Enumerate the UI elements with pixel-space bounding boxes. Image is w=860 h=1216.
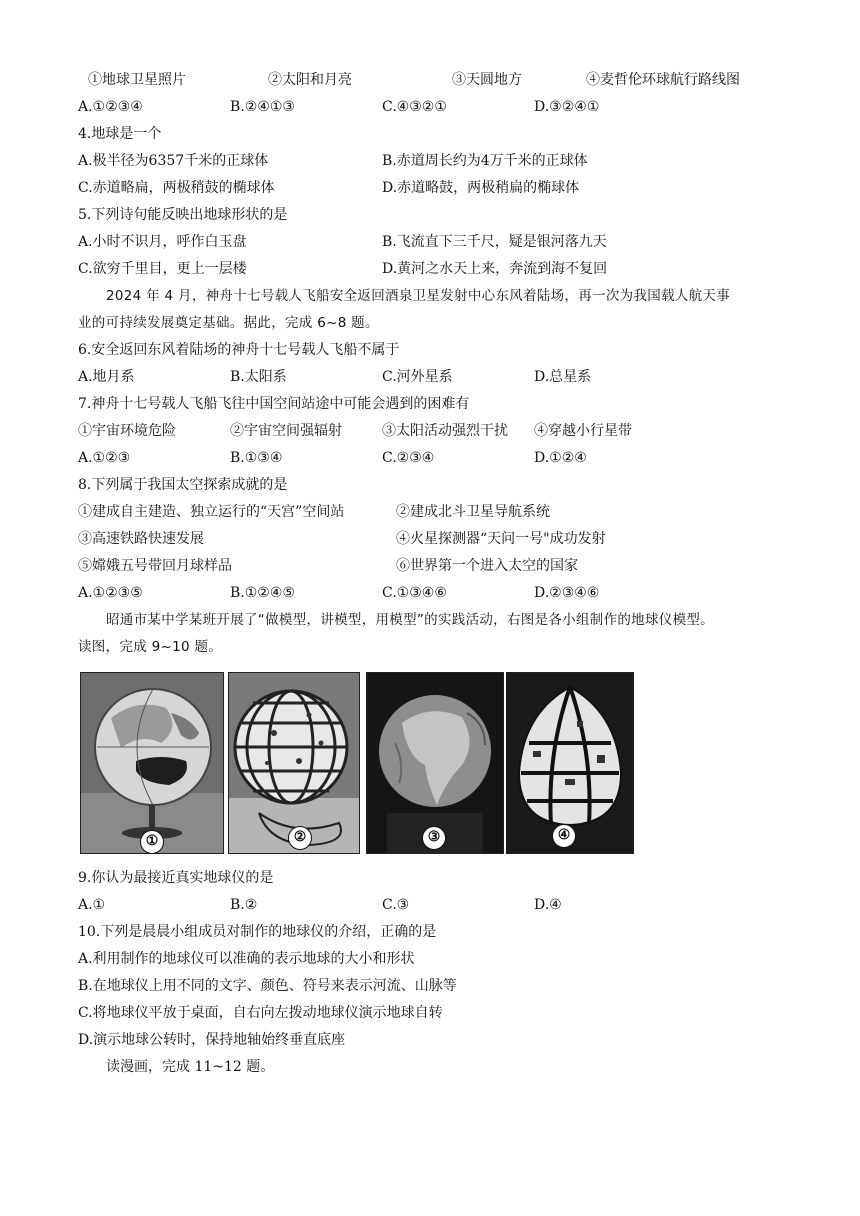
figure-label-3: ③ — [422, 826, 446, 850]
figure-label-1: ① — [140, 830, 164, 854]
passage-1-line-1: 2024 年 4 月，神舟十七号载人飞船安全返回酒泉卫星发射中心东风着陆场，再一次为我国载人航天事 — [106, 288, 731, 304]
figure-label-4: ④ — [552, 824, 576, 848]
globe-model-photo-1 — [80, 672, 224, 854]
q8-item-6: ⑥世界第一个进入太空的国家 — [396, 558, 578, 574]
q9-option-b: B.② — [230, 897, 258, 913]
q8-item-4: ④火星探测器“天问一号"成功发射 — [396, 531, 606, 547]
q3-option-d: D.③②④① — [534, 99, 600, 115]
q9-option-c: C.③ — [382, 897, 410, 913]
q4-option-d: D.赤道略鼓，两极稍扁的椭球体 — [382, 180, 580, 196]
q8-option-b: B.①②④⑤ — [230, 585, 295, 601]
q8-item-5: ⑤嫦娥五号带回月球样品 — [78, 558, 232, 574]
q3-option-a: A.①②③④ — [78, 99, 143, 115]
q10-option-b: B.在地球仪上用不同的文字、颜色、符号来表示河流、山脉等 — [78, 978, 457, 994]
q7-option-a: A.①②③ — [78, 450, 131, 466]
q3-option-b: B.②④①③ — [230, 99, 295, 115]
q9-option-d: D.④ — [534, 897, 562, 913]
q5-option-a: A.小时不识月，呼作白玉盘 — [78, 234, 247, 250]
q7-item-3: ③太阳活动强烈干扰 — [382, 423, 508, 439]
q7-item-2: ②宇宙空间强辐射 — [230, 423, 342, 439]
q5-stem: 5.下列诗句能反映出地球形状的是 — [78, 207, 288, 223]
q10-option-a: A.利用制作的地球仪可以准确的表示地球的大小和形状 — [78, 951, 415, 967]
passage-2-line-1: 昭通市某中学某班开展了“做模型，讲模型，用模型”的实践活动，右图是各小组制作的地球仪模型。 — [106, 612, 714, 628]
q8-item-3: ③高速铁路快速发展 — [78, 531, 204, 547]
q7-stem: 7.神舟十七号载人飞船飞往中国空间站途中可能会遇到的困难有 — [78, 396, 470, 412]
q8-item-2: ②建成北斗卫星导航系统 — [396, 504, 550, 520]
q8-option-d: D.②③④⑥ — [534, 585, 600, 601]
q7-option-b: B.①③④ — [230, 450, 283, 466]
q6-option-a: A.地月系 — [78, 369, 135, 385]
q8-option-a: A.①②③⑤ — [78, 585, 143, 601]
q3-item-2: ②太阳和月亮 — [268, 72, 352, 88]
q6-stem: 6.安全返回东风着陆场的神舟十七号载人飞船不属于 — [78, 342, 400, 358]
q5-option-d: D.黄河之水天上来，奔流到海不复回 — [382, 261, 608, 277]
q8-item-1: ①建成自主建造、独立运行的“天宫”空间站 — [78, 504, 345, 520]
q4-option-a: A.极半径为6357千米的正球体 — [78, 153, 269, 169]
q3-item-1: ①地球卫星照片 — [88, 72, 186, 88]
q3-option-c: C.④③②① — [382, 99, 447, 115]
q8-option-c: C.①③④⑥ — [382, 585, 447, 601]
q10-option-c: C.将地球仪平放于桌面，自右向左拨动地球仪演示地球自转 — [78, 1005, 443, 1021]
q9-option-a: A.① — [78, 897, 106, 913]
q5-option-c: C.欲穷千里目，更上一层楼 — [78, 261, 247, 277]
q4-option-c: C.赤道略扁，两极稍鼓的椭球体 — [78, 180, 275, 196]
q7-option-c: C.②③④ — [382, 450, 435, 466]
q8-stem: 8.下列属于我国太空探索成就的是 — [78, 477, 288, 493]
q3-item-4: ④麦哲伦环球航行路线图 — [586, 72, 740, 88]
q5-option-b: B.飞流直下三千尺，疑是银河落九天 — [382, 234, 607, 250]
q10-option-d: D.演示地球公转时，保持地轴始终垂直底座 — [78, 1032, 346, 1048]
figure-label-2: ② — [288, 826, 312, 850]
q7-option-d: D.①②④ — [534, 450, 587, 466]
q10-stem: 10.下列是晨晨小组成员对制作的地球仪的介绍，正确的是 — [78, 924, 437, 940]
q6-option-d: D.总星系 — [534, 369, 592, 385]
q3-item-3: ③天圆地方 — [452, 72, 522, 88]
q4-stem: 4.地球是一个 — [78, 126, 162, 142]
passage-3-line-1: 读漫画，完成 11~12 题。 — [106, 1059, 275, 1075]
passage-2-line-2: 读图，完成 9~10 题。 — [78, 639, 223, 655]
passage-1-line-2: 业的可持续发展奠定基础。据此，完成 6~8 题。 — [78, 315, 379, 331]
q6-option-c: C.河外星系 — [382, 369, 453, 385]
q4-option-b: B.赤道周长约为4万千米的正球体 — [382, 153, 588, 169]
q7-item-4: ④穿越小行星带 — [534, 423, 632, 439]
q7-item-1: ①宇宙环境危险 — [78, 423, 176, 439]
q9-stem: 9.你认为最接近真实地球仪的是 — [78, 870, 274, 886]
q6-option-b: B.太阳系 — [230, 369, 287, 385]
